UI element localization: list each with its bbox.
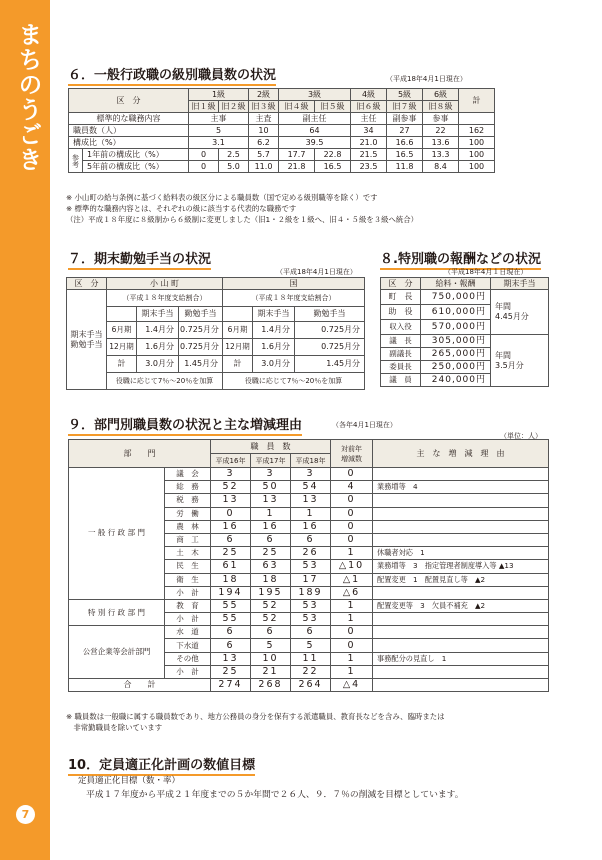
table-cell: 16 (251, 520, 291, 533)
target-label: 定員適正化目標（数・率） (78, 776, 181, 786)
table-cell (373, 507, 549, 520)
table-cell: 13.6 (423, 137, 459, 149)
sub-dept: 総 務 (165, 481, 211, 494)
table-cell: 6 (211, 626, 251, 639)
table-cell: 役職に応じて7％〜20％を加算 (107, 373, 223, 390)
table-cell: 6 (291, 533, 331, 546)
header-old-grade: 旧５級 (315, 101, 351, 113)
duty-label: 標準的な職務内容 (69, 113, 189, 125)
table-cell: △10 (331, 560, 373, 573)
table-cell: 6 (211, 533, 251, 546)
header-year: 平成16年 (211, 454, 251, 468)
table-cell: 6 (251, 533, 291, 546)
table-row (69, 149, 549, 161)
table-cell: 13 (211, 494, 251, 507)
header-kubun: 区 分 (381, 278, 421, 290)
table-cell: 1 (331, 613, 373, 626)
table-cell: 27 (387, 125, 423, 137)
heading-10: 10．定員適正化計画の数値目標 (68, 754, 255, 776)
sub-dept: その他 (165, 652, 211, 665)
heading-6: ６．一般行政職の級別職員数の状況 (68, 64, 276, 86)
dept-table (68, 439, 549, 692)
table-cell: 配置変更 1 配置見直し等 ▲2 (373, 573, 549, 586)
header-old-grade: 旧６級 (351, 101, 387, 113)
sub-dept: 税 務 (165, 494, 211, 507)
table-cell: 0 (331, 507, 373, 520)
role-label: 議 長 (381, 335, 421, 348)
table-cell: 10 (249, 125, 279, 137)
header-diff: 対前年 増減数 (331, 440, 373, 468)
header-total: 計 (459, 89, 495, 113)
table-row (69, 440, 549, 454)
sub-dept: 労 働 (165, 507, 211, 520)
table-cell: 3 (251, 468, 291, 481)
header-old-grade: 旧７級 (387, 101, 423, 113)
row-label: 職員数（人） (69, 125, 189, 137)
header-town: 小 山 町 (107, 278, 223, 290)
header-year: 平成18年 (291, 454, 331, 468)
table-cell: 21 (251, 665, 291, 678)
header-pay: 給料・報酬 (421, 278, 491, 290)
table-cell: 17 (291, 573, 331, 586)
table-cell: △6 (331, 586, 373, 599)
header-year: 平成17年 (251, 454, 291, 468)
header-dept: 部 門 (69, 440, 211, 468)
table-cell: 23.5 (351, 161, 387, 173)
table-row (69, 113, 549, 125)
bonus-table (66, 277, 365, 390)
sub-dept: 土 木 (165, 547, 211, 560)
table-cell: 1 (331, 547, 373, 560)
table-cell: 13 (251, 494, 291, 507)
table-cell: 0 (331, 626, 373, 639)
table-cell: 1.45月分 (295, 356, 365, 373)
table-cell: 18 (211, 573, 251, 586)
note-9-2: 非常勤職員を除いています (66, 723, 163, 732)
table-row (67, 322, 365, 339)
header-old-grade: 旧８級 (423, 101, 459, 113)
table-cell: 配置変更等 3 欠員不補充 ▲2 (373, 599, 549, 612)
table-cell: 264 (291, 679, 331, 692)
table-cell: 25 (251, 547, 291, 560)
table-cell: 5 (189, 125, 249, 137)
table-cell: 計 (223, 356, 253, 373)
header-reason: 主 な 増 減 理 由 (373, 440, 549, 468)
note-6-2: ※ 標準的な職務内容とは、それぞれの級に該当する代表的な職務です (66, 204, 297, 213)
table-cell: 240,000円 (421, 374, 491, 387)
table-row (67, 307, 365, 322)
table-cell: 事務配分の見直し 1 (373, 652, 549, 665)
sub-dept: 商 工 (165, 533, 211, 546)
table-cell: 1.4月分 (137, 322, 179, 339)
table-cell (373, 613, 549, 626)
special-table (380, 277, 549, 387)
table-row (67, 278, 365, 290)
table-cell: 副主任 (279, 113, 351, 125)
table-cell: 0.725月分 (295, 339, 365, 356)
table-cell: 6月期 (107, 322, 137, 339)
table-cell: 12月期 (223, 339, 253, 356)
header-grade: 2級 (249, 89, 279, 101)
table-cell: 21.5 (351, 149, 387, 161)
sub-dept: 水 道 (165, 626, 211, 639)
header-kubun: 区 分 (69, 89, 189, 113)
table-cell: 22 (291, 665, 331, 678)
table-cell: 期末手当 (137, 307, 179, 322)
sub-dept: 教 育 (165, 599, 211, 612)
table-cell (373, 520, 549, 533)
table-row (69, 89, 549, 101)
table-cell: 305,000円 (421, 335, 491, 348)
table-cell: 3.0月分 (253, 356, 295, 373)
header-old-grade: 旧４級 (279, 101, 315, 113)
table-cell: 0 (331, 494, 373, 507)
table-cell: 61 (211, 560, 251, 573)
role-label: 助 役 (381, 305, 421, 320)
table-cell: 64 (279, 125, 351, 137)
sub-dept: 民 生 (165, 560, 211, 573)
header-grade: 1級 (189, 89, 249, 101)
asof-8: （平成18年4月１日現在） (444, 268, 528, 276)
table-cell: 0 (331, 639, 373, 652)
total-label: 合 計 (69, 679, 211, 692)
table-cell (373, 679, 549, 692)
table-cell: 5 (291, 639, 331, 652)
table-cell (373, 639, 549, 652)
table-cell: 21.0 (351, 137, 387, 149)
ref-label: 参考 (69, 149, 83, 173)
table-cell: 0.725月分 (179, 322, 223, 339)
row-label: 5年前の構成比（%） (83, 161, 189, 173)
table-row (69, 599, 549, 612)
table-cell: 162 (459, 125, 495, 137)
table-cell: （平成１８年度支給割合） (107, 290, 223, 307)
table-cell (373, 533, 549, 546)
row-label: 構成比（%） (69, 137, 189, 149)
table-cell (107, 307, 137, 322)
table-row (69, 161, 549, 173)
heading-7: ７．期末勤勉手当の状況 (68, 248, 211, 270)
table-cell: 100 (459, 161, 495, 173)
table-cell: 主査 (249, 113, 279, 125)
header-nation: 国 (223, 278, 365, 290)
table-cell: 0 (189, 149, 219, 161)
table-cell: 1.6月分 (137, 339, 179, 356)
header-grade: 5級 (387, 89, 423, 101)
table-cell: 2.5 (219, 149, 249, 161)
table-cell: 0 (331, 468, 373, 481)
dept-group: 特 別 行 政 部 門 (69, 599, 165, 625)
table-cell: 1 (291, 507, 331, 520)
table-cell (459, 113, 495, 125)
table-cell: 16.6 (387, 137, 423, 149)
table-cell: 役職に応じて7％〜20％を加算 (223, 373, 365, 390)
table-cell: 52 (211, 481, 251, 494)
table-row (69, 125, 549, 137)
role-label: 議 員 (381, 374, 421, 387)
sub-dept: 下水道 (165, 639, 211, 652)
table-cell: 期末手当 (253, 307, 295, 322)
table-cell: 勤勉手当 (179, 307, 223, 322)
table-cell: 6月期 (223, 322, 253, 339)
table-cell: 0.725月分 (295, 322, 365, 339)
table-cell: 5 (251, 639, 291, 652)
table-cell: 5.7 (249, 149, 279, 161)
table-cell: 100 (459, 149, 495, 161)
table-cell: 11.0 (249, 161, 279, 173)
table-cell: 12月期 (107, 339, 137, 356)
table-cell: 50 (251, 481, 291, 494)
table-cell: 主事 (189, 113, 249, 125)
table-row (381, 335, 549, 348)
table-cell: 4 (331, 481, 373, 494)
table-cell: 3 (211, 468, 251, 481)
table-row (67, 356, 365, 373)
table-row (67, 339, 365, 356)
table-cell: 22.8 (315, 149, 351, 161)
sidebar (0, 0, 50, 860)
table-cell: 0.725月分 (179, 339, 223, 356)
table-cell: 250,000円 (421, 361, 491, 374)
table-cell: 1 (331, 599, 373, 612)
target-text: 平成１７年度から平成２１年度までの５か年間で２６人、９．７％の削減を目標としています。 (86, 790, 464, 800)
page-number: 7 (16, 805, 35, 824)
heading-8: ８.特別職の報酬などの状況 (380, 248, 541, 270)
table-cell: 主任 (351, 113, 387, 125)
note-6-3: （注）平成１８年度に８級制から６級制に変更しました（旧1・２級を１級へ、旧４・５級を３級へ統合） (66, 215, 419, 224)
table-cell: 268 (251, 679, 291, 692)
table-cell: 副参事 (387, 113, 423, 125)
table-cell: 0 (331, 520, 373, 533)
table-cell: 勤勉手当 (295, 307, 365, 322)
table-row (69, 626, 549, 639)
note-6-1: ※ 小山町の給与条例に基づく給料表の級区分による職員数（国で定める級別職等を除く）です (66, 193, 378, 202)
table-cell: 3.0月分 (137, 356, 179, 373)
table-cell: 195 (251, 586, 291, 599)
table-cell: 6 (211, 639, 251, 652)
table-cell: 52 (251, 613, 291, 626)
heading-9: ９．部門別職員数の状況と主な増減理由 (68, 414, 302, 436)
table-cell: （平成１８年度支給割合） (223, 290, 365, 307)
table-cell: 21.8 (279, 161, 315, 173)
table-cell: 1 (251, 507, 291, 520)
asof-7: （平成18年4月1日現在） (276, 268, 357, 276)
header-bonus: 期末手当 (491, 278, 549, 290)
header-old-grade: 旧２級 (219, 101, 249, 113)
table-cell: △4 (331, 679, 373, 692)
table-cell (373, 626, 549, 639)
table-cell: 194 (211, 586, 251, 599)
table-row (381, 278, 549, 290)
table-cell: 13 (291, 494, 331, 507)
table-cell: 16.5 (387, 149, 423, 161)
header-grade: 6級 (423, 89, 459, 101)
table-row (69, 468, 549, 481)
table-cell: 16 (291, 520, 331, 533)
sub-dept: 議 会 (165, 468, 211, 481)
table-cell: 53 (291, 613, 331, 626)
table-cell: 業務増等 4 (373, 481, 549, 494)
table-cell: 570,000円 (421, 320, 491, 335)
table-cell: 年間 3.5月分 (491, 335, 549, 387)
header-old-grade: 旧３級 (249, 101, 279, 113)
table-cell: 10 (251, 652, 291, 665)
table-cell: 750,000円 (421, 290, 491, 305)
table-cell: 18 (251, 573, 291, 586)
table-cell: 年間 4.45月分 (491, 290, 549, 335)
table-cell (373, 468, 549, 481)
dept-group: 公営企業等会計部門 (69, 626, 165, 679)
role-label: 委員長 (381, 361, 421, 374)
table-cell: 0 (211, 507, 251, 520)
sub-dept: 小 計 (165, 665, 211, 678)
asof-6: （平成18年4月1日現在） (386, 75, 467, 83)
header-old-grade: 旧１級 (189, 101, 219, 113)
table-cell: 11 (291, 652, 331, 665)
table-cell: 0 (189, 161, 219, 173)
table-cell: 業務増等 3 指定管理者制度導入等 ▲13 (373, 560, 549, 573)
table-cell: 計 (107, 356, 137, 373)
dept-group: 一 般 行 政 部 門 (69, 468, 165, 600)
sub-dept: 衛 生 (165, 573, 211, 586)
table-cell: 54 (291, 481, 331, 494)
table-cell: 8.4 (423, 161, 459, 173)
note-9-1: ※ 職員数は一般職に属する職員数であり、地方公務員の身分を保有する派遣職員、教育長などを含み、臨時または (66, 712, 445, 721)
table-row (67, 373, 365, 390)
table-row (381, 290, 549, 305)
table-cell: 25 (211, 547, 251, 560)
table-row (69, 137, 549, 149)
table-cell: 265,000円 (421, 348, 491, 361)
sub-dept: 農 林 (165, 520, 211, 533)
table-cell: 6 (251, 626, 291, 639)
role-label: 副議長 (381, 348, 421, 361)
table-cell (373, 665, 549, 678)
table-cell: △1 (331, 573, 373, 586)
table-row (69, 679, 549, 692)
table-cell: 22 (423, 125, 459, 137)
table-cell: 1.45月分 (179, 356, 223, 373)
table-cell: 55 (211, 599, 251, 612)
sub-dept: 小 計 (165, 586, 211, 599)
table-cell: 5.0 (219, 161, 249, 173)
table-cell: 39.5 (279, 137, 351, 149)
row-label: 期末手当 勤勉手当 (67, 290, 107, 390)
table-cell: 17.7 (279, 149, 315, 161)
table-cell: 53 (291, 599, 331, 612)
table-cell (373, 586, 549, 599)
table-cell: 16.5 (315, 161, 351, 173)
table-cell: 1.4月分 (253, 322, 295, 339)
table-cell: 6.2 (249, 137, 279, 149)
header-staff: 職 員 数 (211, 440, 331, 454)
row-label: 1年前の構成比（%） (83, 149, 189, 161)
grade-table (68, 88, 549, 173)
table-cell: 6 (291, 626, 331, 639)
table-cell: 11.8 (387, 161, 423, 173)
table-cell: 610,000円 (421, 305, 491, 320)
table-cell: 1.6月分 (253, 339, 295, 356)
table-cell: 1 (331, 652, 373, 665)
table-cell: 55 (211, 613, 251, 626)
table-cell: 16 (211, 520, 251, 533)
unit-9: （単位：人） (500, 432, 542, 440)
table-cell: 53 (291, 560, 331, 573)
header-grade: 4級 (351, 89, 387, 101)
table-cell: 参事 (423, 113, 459, 125)
header-grade: 3級 (279, 89, 351, 101)
table-cell: 26 (291, 547, 331, 560)
role-label: 町 長 (381, 290, 421, 305)
table-cell: 189 (291, 586, 331, 599)
section-title: まちのうごき (14, 22, 42, 172)
table-cell: 3 (291, 468, 331, 481)
table-cell: 25 (211, 665, 251, 678)
table-cell (223, 307, 253, 322)
table-cell: 3.1 (189, 137, 249, 149)
table-cell: 0 (331, 533, 373, 546)
asof-9: （各年4月1日現在） (332, 421, 397, 429)
table-cell: 52 (251, 599, 291, 612)
header-kubun: 区 分 (67, 278, 107, 290)
table-cell: 34 (351, 125, 387, 137)
table-cell (373, 494, 549, 507)
table-cell: 63 (251, 560, 291, 573)
sub-dept: 小 計 (165, 613, 211, 626)
table-cell: 休職者対応 1 (373, 547, 549, 560)
table-cell: 1 (331, 665, 373, 678)
role-label: 収入役 (381, 320, 421, 335)
table-cell: 274 (211, 679, 251, 692)
table-row (67, 290, 365, 307)
table-cell: 100 (459, 137, 495, 149)
table-cell: 13 (211, 652, 251, 665)
table-cell: 13.3 (423, 149, 459, 161)
